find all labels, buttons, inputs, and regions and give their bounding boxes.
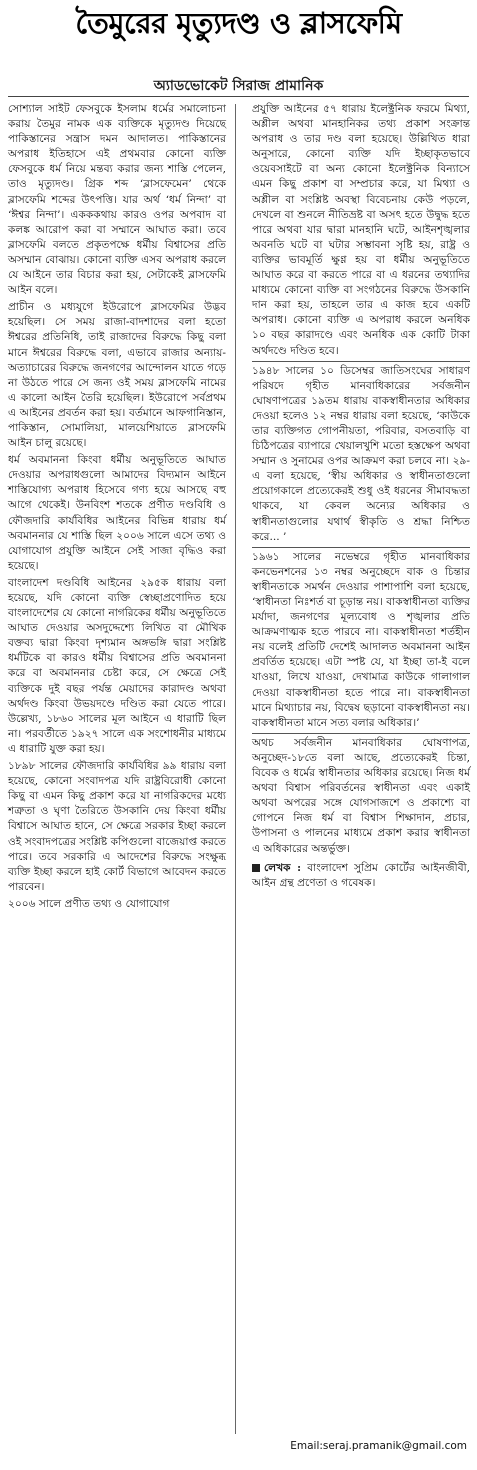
paragraph: ১৯৬১ সালের নভেম্বরে গৃহীত মানবাধিকার কনভেনশনের ১৩ নম্বর অনুচ্ছেদে বাক ও চিন্তার স্বাধীনতাকে সমর্থন দেওয়ার পাশাপাশি বলা হয়েছে, ‘স্বাধীনতা নিঃশর্ত বা চূড়ান্ত নয়। বাকস্বাধীনতা ব্যক্তির মর্যাদা, জনগণের মূল্যবোধ ও শৃঙ্খলার প্রতি আক্রমণাত্মক হতে পারবে না। বাকস্বাধীনতা শর্তহীন নয় বলেই প্রতিটি দেশেই আদালত অবমাননা আইন প্রবর্তিত হয়েছে। এটা স্পষ্ট যে, যা ইচ্ছা তা-ই বলে যাওয়া, লিখে যাওয়া, দেখামাত্র কাউকে গালাগাল দেওয়া বাকস্বাধীনতা হতে পারে না। বাকস্বাধীনতা মানে মিথ্যাচার নয়, বিদ্বেষ ছড়ানো বাকস্বাধীনতা নয়। বাকস্বাধীনতা মানে সত্য বলার অধিকার।’: [252, 547, 470, 731]
author-email: Email:seraj.pramanik@gmail.com: [290, 1440, 467, 1452]
author-note-label: লেখক :: [264, 861, 302, 874]
left-column: [8, 102, 226, 914]
square-bullet-icon: [252, 864, 260, 872]
article-byline: অ্যাডভোকেট সিরাজ প্রামানিক: [153, 78, 324, 94]
column-divider: [235, 104, 236, 1434]
right-column: [252, 102, 470, 891]
paragraph: অথচ সর্বজনীন মানবাধিকার ঘোষণাপত্র, অনুচ্ছেদ-১৮তে বলা আছে, প্রত্যেকেরই চিন্তা, বিবেক ও ধর্মের স্বাধীনতার অধিকার রয়েছে। নিজ ধর্ম অথবা বিশ্বাস পরিবর্তনের স্বাধীনতা এবং একাই অথবা অপরের সঙ্গে যোগসাজশে ও প্রকাশ্যে বা গোপনে নিজ ধর্ম বা বিশ্বাস শিক্ষাদান, প্রচার, উপাসনা ও পালনের মাধ্যমে প্রকাশ করার স্বাধীনতা এ অধিকারের অন্তর্ভুক্ত।: [252, 733, 470, 857]
headline-rule: [8, 96, 469, 97]
paragraph: বাংলাদেশ দণ্ডবিধি আইনের ২৯৫ক ধারায় বলা হয়েছে, যদি কোনো ব্যক্তি স্বেচ্ছাপ্রণোদিত হয়ে বাংলাদেশের যে কোনো নাগরিকের ধর্মীয় অনুভূতিতে আঘাত দেওয়ার অসদুদ্দেশ্যে লিখিত বা মৌখিক বক্তব্য দ্বারা কিংবা দৃশ্যমান অঙ্গভঙ্গি দ্বারা সংশ্লিষ্ট ধর্মটিকে বা কারও ধর্মীয় বিশ্বাসের প্রতি অবমাননা করে বা অবমাননার চেষ্টা করে, সে ক্ষেত্রে সেই ব্যক্তিকে দুই বছর পর্যন্ত মেয়াদের কারাদণ্ড অথবা অর্থদণ্ড কিংবা উভয়দণ্ডে দণ্ডিত করা যেতে পারে। উল্লেখ্য, ১৮৬০ সালের মূল আইনে এ ধারাটি ছিল না। পরবর্তীতে ১৯২৭ সালে এক সংশোধনীর মাধ্যমে এ ধারাটি যুক্ত করা হয়।: [8, 576, 226, 755]
paragraph: ১৯৪৮ সালের ১০ ডিসেম্বর জাতিসংঘের সাধারণ পরিষদে গৃহীত মানবাধিকারের সর্বজনীন ঘোষণাপত্রের ১৯তম ধারায় বাকস্বাধীনতার অধিকার দেওয়া হলেও ১২ নম্বর ধারায় বলা হয়েছে, ‘কাউকে তার ব্যক্তিগত গোপনীয়তা, পরিবার, বসতবাড়ি বা চিঠিপত্রের ব্যাপারে খেয়ালখুশি মতো হস্তক্ষেপ অথবা সম্মান ও সুনামের ওপর আক্রমণ করা চলবে না। ২৯-এ বলা হয়েছে, ‘স্বীয় অধিকার ও স্বাধীনতাগুলো প্রয়োগকালে প্রত্যেকেরই শুধু ওই ধরনের সীমাবদ্ধতা থাকবে, যা কেবল অন্যের অধিকার ও স্বাধীনতাগুলোর যথার্থ স্বীকৃতি ও শ্রদ্ধা নিশ্চিত করে... ’: [252, 361, 470, 545]
author-note: [252, 861, 470, 891]
paragraph: প্রাচীন ও মধ্যযুগে ইউরোপে ব্লাসফেমির উদ্ভব হয়েছিল। সে সময় রাজা-বাদশাদের বলা হতো ঈশ্বরের প্রতিনিধি, তাই রাজাদের বিরুদ্ধে কিছু বলা মানে ঈশ্বরের বিরুদ্ধে বলা, এভাবে রাজার অন্যায়-অত্যাচারের বিরুদ্ধে জনগণের আন্দোলন যাতে গড়ে না উঠতে পারে সে জন্য ওই সময় ব্লাসফেমি নামের এ কালো আইন তৈরি হয়েছিল। ইউরোপে সর্বপ্রথম এ আইনের প্রবর্তন করা হয়। বর্তমানে আফগানিস্তান, পাকিস্তান, সোমালিয়া, মালয়েশিয়াতে ব্লাসফেমি আইন চালু রয়েছে।: [8, 301, 226, 450]
paragraph: ধর্ম অবমাননা কিংবা ধর্মীয় অনুভূতিতে আঘাত দেওয়ার অপরাধগুলো আমাদের বিদ্যমান আইনে শাস্তিযোগ্য অপরাধ হিসেবে গণ্য হয়ে আসছে বহু আগে থেকেই। উনবিংশ শতকে প্রণীত দণ্ডবিধি ও ফৌজদারি কার্যবিধির আইনের বিভিন্ন ধারায় ধর্ম অবমাননার যে শাস্তি ছিল ২০০৬ সালে এসে তথ্য ও যোগাযোগ প্রযুক্তি আইনে সেই সাজা বৃদ্ধিও করা হয়েছে।: [8, 454, 226, 572]
paragraph: ২০০৬ সালে প্রণীত তথ্য ও যোগাযোগ: [8, 897, 170, 910]
article-headline: তৈমুরের মৃত্যুদণ্ড ও ব্লাসফেমি: [75, 6, 402, 40]
paragraph: সোশ্যাল সাইট ফেসবুকে ইসলাম ধর্মের সমালোচনা করায় তৈমুর নামক এক ব্যক্তিকে মৃত্যুদণ্ড দিয়েছে পাকিস্তানের সন্ত্রাস দমন আদালত। পাকিস্তানের অপরাধ ইতিহাসে এই প্রথমবার কোনো ব্যক্তি ফেসবুকে ধর্ম নিয়ে মন্তব্য করার জন্য শাস্তি পেলেন, তাও মৃত্যুদণ্ড। গ্রিক শব্দ ‘ব্লাসফেমেন’ থেকে ব্লাসফেমি শব্দের উৎপত্তি। যার অর্থ ‘ধর্ম নিন্দা’ বা ‘ঈশ্বর নিন্দা’। একককথায় কারও ওপর অপবাদ বা কলঙ্ক আরোপ করা বা সম্মানে আঘাত করা। তবে ব্লাসফেমি বলতে প্রকৃতপক্ষে ধর্মীয় বিশ্বাসের প্রতি অসম্মান বোঝায়। কোনো ব্যক্তি এসব অপরাধ করলে যে আইনে তার বিচার করা হয়, সেটাকেই ব্লাসফেমি আইন বলে।: [8, 103, 226, 297]
paragraph: প্রযুক্তি আইনের ৫৭ ধারায় ইলেক্ট্রনিক ফরমে মিথ্যা, অশ্লীল অথবা মানহানিকর তথ্য প্রকাশ সংক্রান্ত অপরাধ ও তার দণ্ড বলা হয়েছে। উল্লিখিত ধারা অনুসারে, কোনো ব্যক্তি যদি ইচ্ছাকৃতভাবে ওয়েবসাইটে বা অন্য কোনো ইলেক্ট্রনিক বিন্যাসে এমন কিছু প্রকাশ বা সম্প্রচার করে, যা মিথ্যা ও অশ্লীল বা সংশ্লিষ্ট অবস্থা বিবেচনায় কেউ পড়লে, দেখলে বা শুনলে নীতিভ্রষ্ট বা অসৎ হতে উদ্বুদ্ধ হতে পারে অথবা যার দ্বারা মানহানি ঘটে, আইনশৃঙ্খলার অবনতি ঘটে বা ঘটার সম্ভাবনা সৃষ্টি হয়, রাষ্ট্র ও ব্যক্তির ভাবমূর্তি ক্ষুণ্ণ হয় বা ধর্মীয় অনুভূতিতে আঘাত করে বা করতে পারে বা এ ধরনের তথ্যাদির মাধ্যমে কোনো ব্যক্তি বা সংগঠনের বিরুদ্ধে উসকানি দান করা হয়, তাহলে তার এ কাজ হবে একটি অপরাধ। কোনো ব্যক্তি এ অপরাধ করলে অনধিক ১০ বছর কারাদণ্ডে এবং অনধিক এক কোটি টাকা অর্থদণ্ডে দণ্ডিত হবে।: [252, 103, 470, 357]
paragraph: ১৮৯৮ সালের ফৌজদারি কার্যবিধির ৯৯ ধারায় বলা হয়েছে, কোনো সংবাদপত্র যদি রাষ্ট্রবিরোধী কোনো কিছু বা এমন কিছু প্রকাশ করে যা নাগরিকদের মধ্যে শত্রুতা ও ঘৃণা তৈরিতে উসকানি দেয় কিংবা ধর্মীয় বিশ্বাসে আঘাত হানে, সে ক্ষেত্রে সরকার ইচ্ছা করলে ওই সংবাদপত্রের সংশ্লিষ্ট কপিগুলো বাজেয়াপ্ত করতে পারে। তবে সরকারি এ আদেশের বিরুদ্ধে সংক্ষুব্ধ ব্যক্তি ইচ্ছা করলে হাই কোর্ট বিভাগে আবেদন করতে পারবেন।: [8, 760, 226, 893]
author-note-text: বাংলাদেশ সুপ্রিম কোর্টের আইনজীবী, আইন গ্রন্থ প্রণেতা ও গবেষক।: [252, 861, 470, 889]
